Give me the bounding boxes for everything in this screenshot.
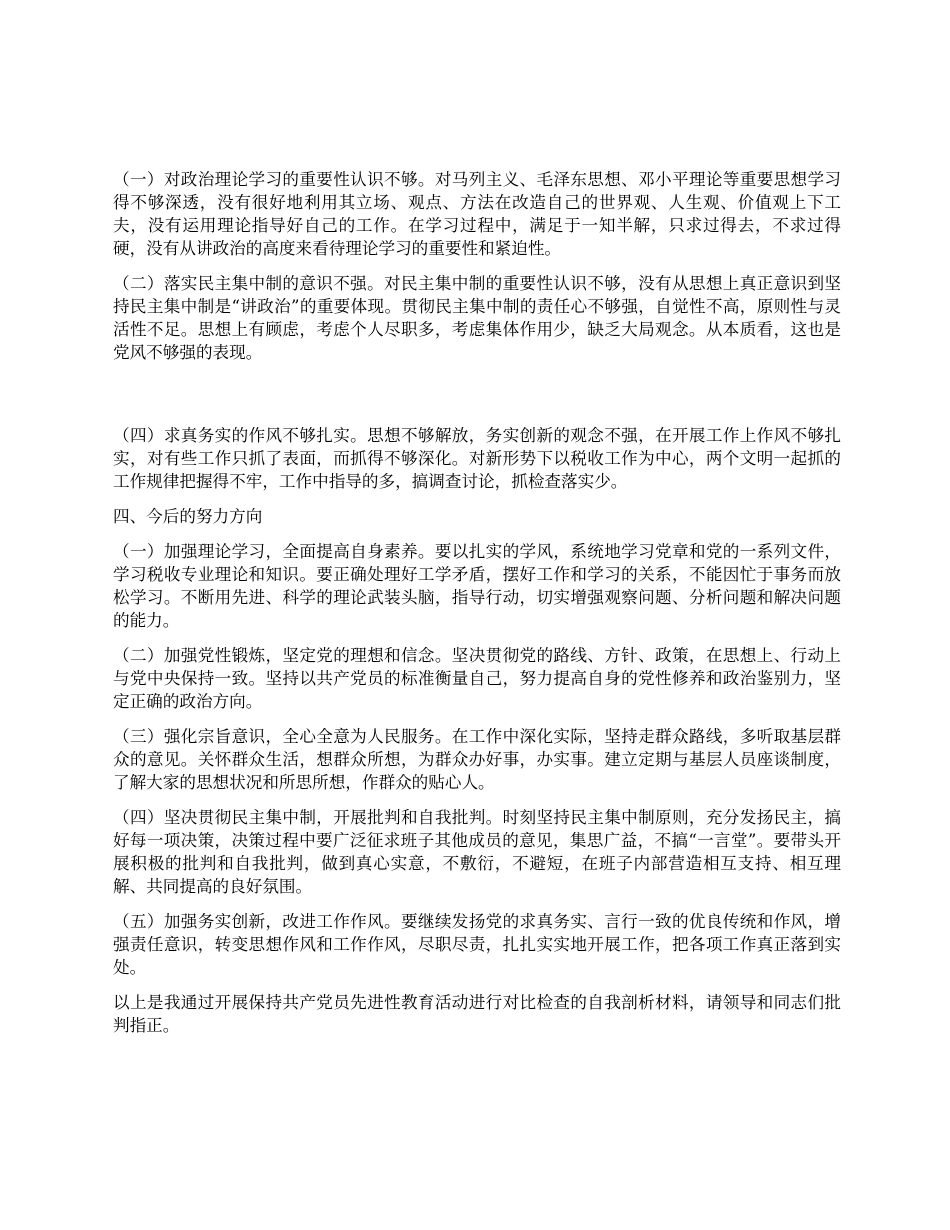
paragraph-spacer (113, 713, 841, 725)
paragraph-spacer (113, 260, 841, 272)
paragraph-conclusion: 以上是我通过开展保持共产党员先进性教育活动进行对比检查的自我剖析材料，请领导和同志们批判指正。 (113, 993, 841, 1035)
paragraph-work-style: （四）求真务实的作风不够扎实。思想不够解放，务实创新的观念不强，在开展工作上作风不够扎实，对有些工作只抓了表面，而抓得不够深化。对新形势下以税收工作为中心，两个文明一起抓的工作规律把握得不牢，工作中指导的多，搞调查讨论，抓检查落实少。 (113, 426, 841, 491)
paragraph-party-spirit: （二）加强党性锻炼，坚定党的理想和信念。坚决贯彻党的路线、方针、政策，在思想上、行动上与党中央保持一致。坚持以共产党员的标准衡量自己，努力提高自身的党性修养和政治鉴别力，坚定正确的政治方向。 (113, 646, 841, 711)
paragraph-criticism: （四）坚决贯彻民主集中制，开展批判和自我批判。时刻坚持民主集中制原则，充分发扬民主，搞好每一项决策，决策过程中要广泛征求班子其他成员的意见，集思广益，不搞“一言堂”。要带头开展积极的批判和自我批判，做到真心实意，不敷衍，不避短，在班子内部营造相互支持、相互理解、共同提高的良好氛围。 (113, 808, 841, 896)
document-page (113, 168, 841, 1037)
section-gap (113, 364, 841, 424)
paragraph-spacer (113, 632, 841, 644)
paragraph-spacer (113, 528, 841, 540)
section-heading-future-direction: 四、今后的努力方向 (113, 507, 263, 526)
paragraph-spacer (113, 493, 841, 505)
paragraph-spacer (113, 979, 841, 991)
paragraph-spacer (113, 794, 841, 806)
paragraph-innovation: （五）加强务实创新，改进工作作风。要继续发扬党的求真务实、言行一致的优良传统和作风，增强责任意识，转变思想作风和工作作风，尽职尽责，扎扎实实地开展工作，把各项工作真正落到实处。 (113, 912, 841, 977)
paragraph-theory-study: （一）对政治理论学习的重要性认识不够。对马列主义、毛泽东思想、邓小平理论等重要思想学习得不够深透，没有很好地利用其立场、观点、方法在改造自己的世界观、人生观、价值观上下工夫，没有运用理论指导好自己的工作。在学习过程中，满足于一知半解，只求过得去，不求过得硬，没有从讲政治的高度来看待理论学习的重要性和紧迫性。 (113, 170, 841, 258)
paragraph-strengthen-study: （一）加强理论学习，全面提高自身素养。要以扎实的学风，系统地学习党章和党的一系列文件，学习税收专业理论和知识。要正确处理好工学矛盾，摆好工作和学习的关系，不能因忙于事务而放松学习。不断用先进、科学的理论武装头脑，指导行动，切实增强观察问题、分析问题和解决问题的能力。 (113, 542, 841, 630)
paragraph-serve-people: （三）强化宗旨意识，全心全意为人民服务。在工作中深化实际，坚持走群众路线，多听取基层群众的意见。关怀群众生活，想群众所想，为群众办好事，办实事。建立定期与基层人员座谈制度，了解大家的思想状况和所思所想，作群众的贴心人。 (113, 727, 841, 792)
paragraph-democratic-centralism: （二）落实民主集中制的意识不强。对民主集中制的重要性认识不够，没有从思想上真正意识到坚持民主集中制是“讲政治”的重要体现。贯彻民主集中制的责任心不够强，自觉性不高，原则性与灵活性不足。思想上有顾虑，考虑个人尽职多，考虑集体作用少，缺乏大局观念。从本质看，这也是党风不够强的表现。 (113, 274, 841, 362)
paragraph-spacer (113, 898, 841, 910)
